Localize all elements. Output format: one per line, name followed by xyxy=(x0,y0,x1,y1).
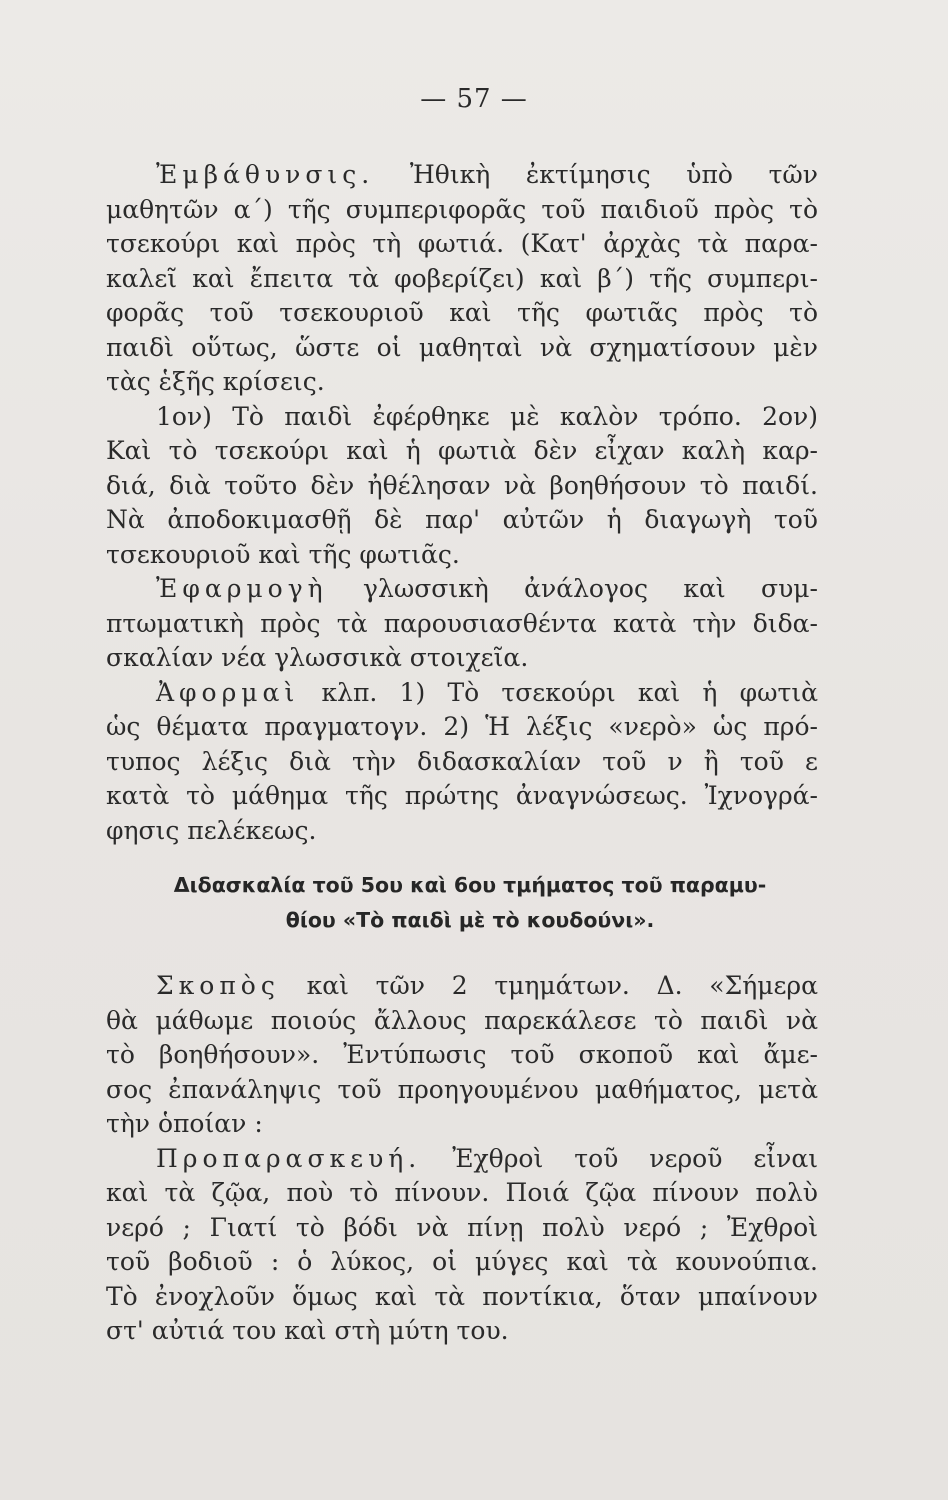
line-text: καὶ τῶν 2 τμημάτων. Δ. «Σήμερα xyxy=(306,971,819,1000)
text-line xyxy=(106,676,818,711)
line-text: γλωσσικὴ ἀνάλογος καὶ συμ- xyxy=(363,574,819,603)
text-line: καλεῖ καὶ ἔπειτα τὰ φοβερίζει) καὶ β΄) τῆς συμπερι- xyxy=(106,263,818,293)
text-line: Τὸ ἐνοχλοῦν ὅμως καὶ τὰ ποντίκια, ὅταν μπαίνουν xyxy=(106,1281,818,1311)
text-block-1 xyxy=(106,158,818,848)
line-text: κλπ. 1) Τὸ τσεκούρι καὶ ἡ φωτιὰ xyxy=(321,677,818,707)
text-line: νερό ; Γιατί τὸ βόδι νὰ πίνῃ πολὺ νερό ; Ἐχθροὶ xyxy=(106,1212,818,1242)
paragraph-lead: Ἐφαρμογὴ xyxy=(156,574,328,603)
text-line: τοῦ βοδιοῦ : ὁ λύκος, οἱ μύγες καὶ τὰ κουνούπια. xyxy=(106,1247,818,1276)
text-line: στ' αὐτιά του καὶ στὴ μύτη του. xyxy=(106,1316,509,1345)
text-line: τσεκουριοῦ καὶ τῆς φωτιᾶς. xyxy=(106,539,460,569)
heading-line-1: Διδασκαλία τοῦ 5ου καὶ 6ου τμήματος τοῦ παραμυ- xyxy=(173,873,767,897)
text-line: τυπος λέξις διὰ τὴν διδασκαλίαν τοῦ ν ἢ τοῦ ε xyxy=(106,746,818,776)
line-text: Ἐχθροὶ τοῦ νεροῦ εἶναι xyxy=(452,1143,819,1173)
text-line: σκαλίαν νέα γλωσσικὰ στοιχεῖα. xyxy=(106,643,529,672)
text-line: διά, διὰ τοῦτο δὲν ἠθέλησαν νὰ βοηθήσουν τὸ παιδί. xyxy=(106,470,818,500)
text-line: θὰ μάθωμε ποιούς ἄλλους παρεκάλεσε τὸ παιδὶ νὰ xyxy=(106,1005,818,1035)
text-line: τὴν ὁποίαν : xyxy=(106,1109,263,1138)
text-line: πτωματικὴ πρὸς τὰ παρουσιασθέντα κατὰ τὴν διδα- xyxy=(106,608,818,638)
text-line: τσεκούρι καὶ πρὸς τὴ φωτιά. (Κατ' ἀρχὰς τὰ παρα- xyxy=(106,229,818,258)
text-line xyxy=(106,969,818,1004)
text-line: Καὶ τὸ τσεκούρι καὶ ἡ φωτιὰ δὲν εἶχαν καλὴ καρ- xyxy=(106,436,818,465)
paragraph-lead: Ἀφορμαὶ xyxy=(156,677,300,707)
line-text: Ἠθικὴ ἐκτίμησις ὑπὸ τῶν xyxy=(409,160,818,189)
text-line: Νὰ ἀποδοκιμασθῇ δὲ παρ' αὐτῶν ἡ διαγωγὴ τοῦ xyxy=(106,505,818,534)
text-line: ὡς θέματα πραγματογν. 2) Ἡ λέξις «νερὸ» ὡς πρό- xyxy=(106,712,818,741)
text-line xyxy=(106,1142,818,1177)
text-line: κατὰ τὸ μάθημα τῆς πρώτης ἀναγνώσεως. Ἰχνογρά- xyxy=(106,781,818,810)
text-line: 1ον) Τὸ παιδὶ ἐφέρθηκε μὲ καλὸν τρόπο. 2ον) xyxy=(156,401,818,431)
text-block-2 xyxy=(106,969,818,1349)
heading-line-2: θίου «Τὸ παιδὶ μὲ τὸ κουδούνι». xyxy=(285,908,655,932)
page-number: — 57 — xyxy=(420,84,528,114)
text-line xyxy=(106,572,818,607)
text-line: παιδὶ οὕτως, ὥστε οἱ μαθηταὶ νὰ σχηματίσουν μὲν xyxy=(106,332,818,362)
paragraph-lead: Σκοπὸς xyxy=(156,971,280,1000)
paragraph-lead: Ἐμβάθυνσις. xyxy=(156,160,375,189)
section-heading xyxy=(110,868,830,938)
text-line: τὸ βοηθήσουν». Ἐντύπωσις τοῦ σκοποῦ καὶ ἄμε- xyxy=(106,1040,818,1069)
text-line xyxy=(106,158,818,193)
text-line: τὰς ἑξῆς κρίσεις. xyxy=(106,367,325,396)
text-line: σος ἐπανάληψις τοῦ προηγουμένου μαθήματος, μετὰ xyxy=(106,1074,818,1104)
text-line: φησις πελέκεως. xyxy=(106,815,317,845)
text-line: μαθητῶν α΄) τῆς συμπεριφορᾶς τοῦ παιδιοῦ πρὸς τὸ xyxy=(106,194,818,224)
paragraph-lead: Προπαρασκευή. xyxy=(156,1143,422,1173)
text-line: φορᾶς τοῦ τσεκουριοῦ καὶ τῆς φωτιᾶς πρὸς τὸ xyxy=(106,298,818,327)
text-line: καὶ τὰ ζῷα, ποὺ τὸ πίνουν. Ποιά ζῷα πίνουν πολὺ xyxy=(106,1178,818,1207)
